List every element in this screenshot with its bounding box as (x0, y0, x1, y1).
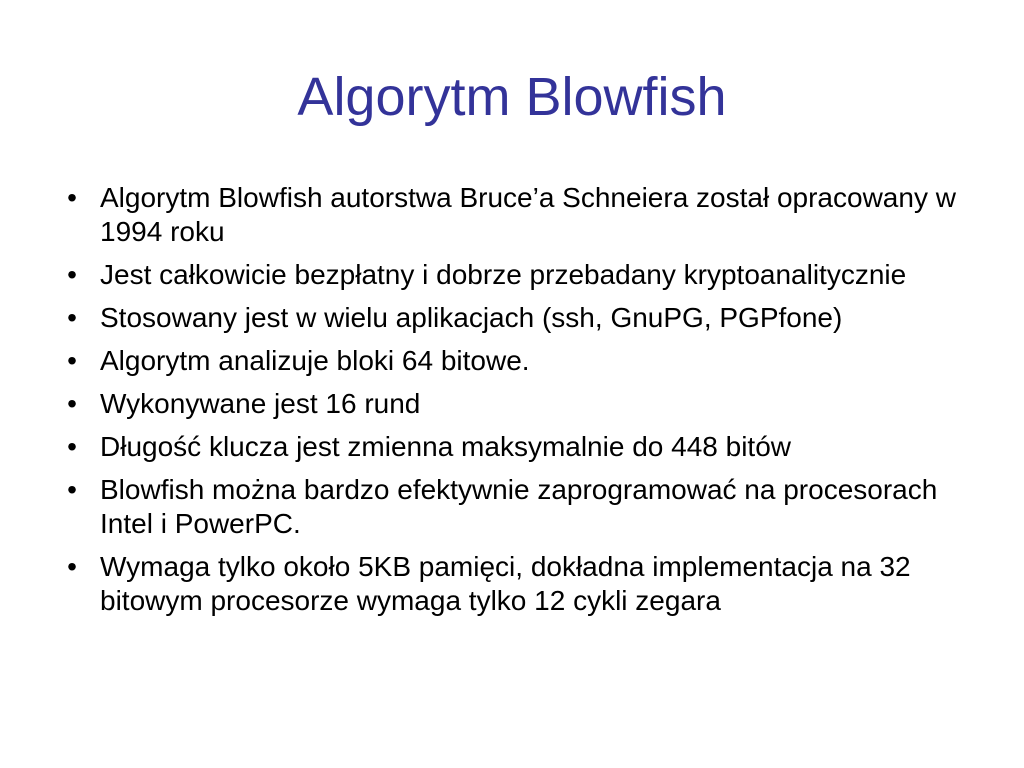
bullet-item (62, 473, 967, 541)
bullet-dot-icon: • (67, 345, 77, 376)
bullet-item (62, 387, 967, 421)
slide-title: Algorytm Blowfish (297, 67, 727, 127)
bullet-text: Blowfish można bardzo efektywnie zaprogramować na procesorach Intel i PowerPC. (100, 474, 938, 539)
bullet-dot-icon: • (67, 182, 77, 213)
bullet-dot-icon: • (67, 474, 77, 505)
bullet-dot-icon: • (67, 431, 77, 462)
bullet-text: Wykonywane jest 16 rund (100, 388, 421, 419)
bullet-dot-icon: • (67, 259, 77, 290)
bullet-item (62, 181, 967, 249)
bullet-text: Algorytm Blowfish autorstwa Bruce’a Schneiera został opracowany w 1994 roku (100, 182, 956, 247)
bullet-item (62, 344, 967, 378)
bullet-item (62, 258, 967, 292)
bullet-item (62, 550, 967, 618)
bullet-text: Wymaga tylko około 5KB pamięci, dokładna implementacja na 32 bitowym procesorze wymaga tylko 12 cykli zegara (100, 551, 911, 616)
bullet-text: Stosowany jest w wielu aplikacjach (ssh, GnuPG, PGPfone) (100, 302, 843, 333)
bullet-list (62, 181, 967, 627)
bullet-dot-icon: • (67, 551, 77, 582)
bullet-text: Jest całkowicie bezpłatny i dobrze przebadany kryptoanalitycznie (100, 259, 907, 290)
bullet-dot-icon: • (67, 388, 77, 419)
bullet-item (62, 301, 967, 335)
bullet-item (62, 430, 967, 464)
bullet-text: Algorytm analizuje bloki 64 bitowe. (100, 345, 530, 376)
bullet-dot-icon: • (67, 302, 77, 333)
bullet-text: Długość klucza jest zmienna maksymalnie do 448 bitów (100, 431, 791, 462)
